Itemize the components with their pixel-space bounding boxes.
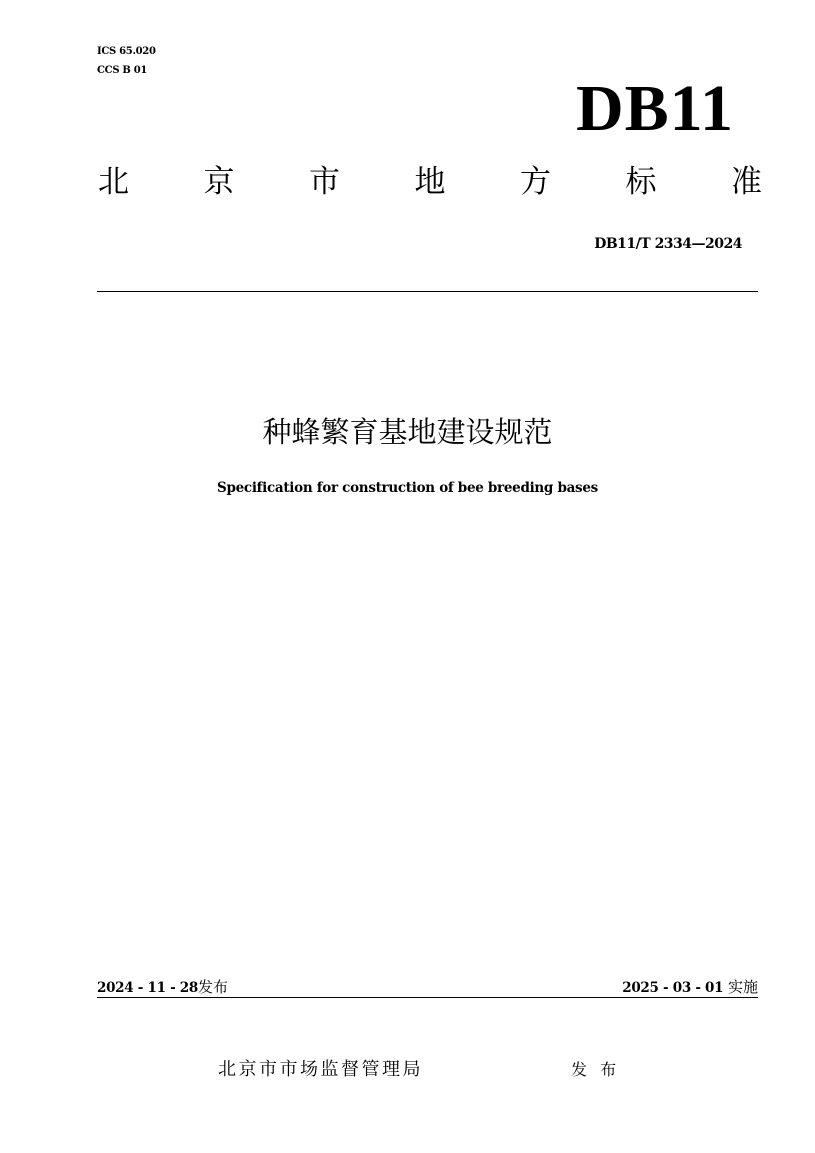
top-divider [97, 291, 758, 292]
db-mark: DB11 [575, 72, 734, 145]
title-chinese: 种蜂繁育基地建设规范 [262, 415, 553, 449]
publish-label: 发布 [197, 978, 228, 996]
publish-date: 2024 - 11 - 28 [97, 980, 198, 996]
standard-type [98, 160, 762, 204]
classification-codes [97, 42, 156, 80]
standard-type-char: 地 [414, 164, 446, 200]
implement-date: 2025 - 03 - 01 [622, 980, 724, 996]
standard-type-char: 北 [98, 164, 129, 200]
ccs-code: CCS B 01 [97, 65, 148, 76]
standard-type-char: 标 [625, 164, 657, 200]
implement-date-line [622, 976, 758, 999]
issuer-name: 北京市市场监督管理局 [218, 1059, 423, 1080]
standard-type-char: 京 [203, 164, 235, 200]
title-english: Specification for construction of bee breeding bases [217, 480, 598, 496]
ics-code: ICS 65.020 [97, 46, 156, 57]
bottom-divider [97, 997, 758, 998]
standard-type-char: 准 [731, 164, 762, 200]
standard-type-char: 市 [309, 164, 340, 200]
standard-number: DB11/T 2334—2024 [594, 236, 742, 252]
standard-type-char: 方 [520, 164, 551, 200]
publish-date-line [97, 976, 228, 999]
issue-label: 发 布 [571, 1060, 621, 1079]
implement-label: 实施 [727, 978, 758, 996]
